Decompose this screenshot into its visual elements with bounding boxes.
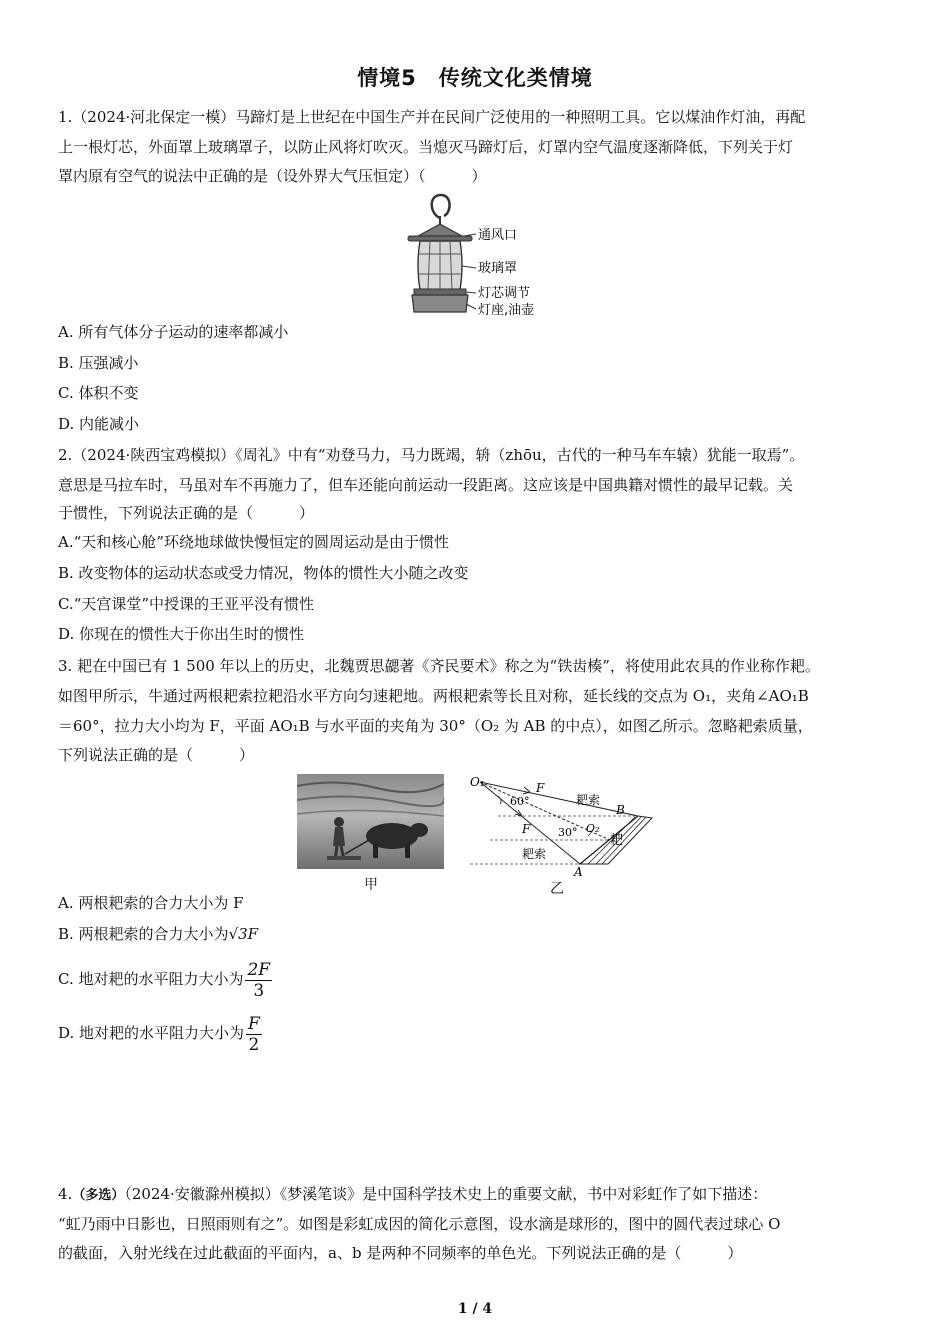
q3-option-b-value: √3F (228, 925, 259, 943)
q3-option-b (58, 924, 258, 944)
q1-line-3 (58, 166, 487, 186)
q3-option-c-denominator: 3 (253, 980, 265, 1001)
q2-option-b: B. 改变物体的运动状态或受力情况，物体的惯性大小随之改变 (58, 564, 469, 582)
figure-jia-caption: 甲 (364, 877, 378, 893)
label-harrow: 耙 (610, 833, 624, 848)
label-angle-30: 30° (558, 826, 578, 839)
q1-option-a: A. 所有气体分子运动的速率都减小 (58, 323, 289, 341)
q4-multi-choice-tag: （多选） (72, 1188, 125, 1203)
q2-line-2: 意思是马拉车时，马虽对车不再施力了，但车还能向前运动一段距离。这应该是中国典籍对惯性的最早记载。关 (58, 476, 794, 494)
label-rope-bottom: 耙索 (522, 847, 547, 861)
page-number: 1 / 4 (457, 1301, 493, 1317)
label-b: B (616, 803, 625, 817)
q3-line-3: ＝60°，拉力大小均为 F，平面 AO₁B 与水平面的夹角为 30°（O₂ 为 AB 的中点），如图乙所示。忽略耙索质量， (58, 717, 813, 735)
lantern-base (412, 295, 468, 312)
q2-option-c: C.“天宫课堂”中授课的王亚平没有惯性 (58, 595, 315, 613)
q2-option-a: A.“天和核心舱”环绕地球做快慢恒定的圆周运动是由于惯性 (58, 533, 449, 551)
q3-option-d (58, 1012, 262, 1055)
q3-option-a: A. 两根耙索的合力大小为 F (58, 894, 244, 912)
q1-option-c: C. 体积不变 (58, 384, 139, 402)
q4-line-1 (58, 1184, 767, 1206)
q3-option-b-text: B. 两根耙索的合力大小为 (58, 925, 229, 943)
q3-option-c-numerator: 2F (247, 959, 271, 980)
q3-option-c-text: C. 地对耙的水平阻力大小为 (58, 970, 244, 988)
q3-line-1: 3. 耙在中国已有 1 500 年以上的历史，北魏贾思勰著《齐民要术》称之为“铁齿楱”，将使用此农具的作业称作耙。 (58, 657, 820, 675)
q3-option-c-fraction (245, 960, 272, 1001)
q3-option-d-numerator: F (248, 1013, 260, 1034)
q3-line-4 (58, 745, 254, 765)
lantern-vent-ring (408, 236, 472, 241)
q1-line-2: 上一根灯芯，外面罩上玻璃罩子，以防止风将灯吹灭。当熄灭马蹄灯后，灯罩内空气温度逐渐降低，下列关于灯 (58, 138, 794, 156)
q4-number: 4. (58, 1185, 73, 1203)
q3-option-d-fraction (246, 1014, 262, 1055)
q2-line-1: 2.（2024·陕西宝鸡模拟）《周礼》中有“劝登马力，马力既竭，辀（zhōu，古代的一种马车车辕）犹能一取焉”。 (58, 446, 805, 464)
q1-option-d: D. 内能减小 (58, 415, 140, 433)
q1-line-3-text: 罩内原有空气的说法中正确的是（设外界大气压恒定）（ (58, 167, 426, 185)
q2-line-3 (58, 503, 314, 523)
q4-line-3-close: ） (727, 1244, 743, 1262)
q4-line-3 (58, 1243, 742, 1263)
label-rope-top: 耙索 (576, 793, 601, 807)
q3-line-2: 如图甲所示，牛通过两根耙索拉耙沿水平方向匀速耙地。两根耙索等长且对称，延长线的交点为 O₁，夹角∠AO₁B (58, 687, 809, 705)
lantern-label-vent: 通风口 (478, 228, 518, 243)
q3-line-4-text: 下列说法正确的是（ (58, 746, 194, 764)
page-title: 情境5 传统文化类情境 (357, 66, 593, 90)
q3-option-d-denominator: 2 (248, 1034, 260, 1055)
lantern-cap (418, 224, 462, 236)
lantern-hook (432, 195, 450, 218)
q1-line-1: 1.（2024·河北保定一模）马蹄灯是上世纪在中国生产并在民间广泛使用的一种照明工具。它以煤油作灯油，再配 (58, 108, 806, 126)
q3-option-c (58, 958, 272, 1001)
rope-top-line (480, 782, 638, 816)
lantern-wick-ring (414, 289, 466, 295)
q2-line-3-close: ） (299, 504, 315, 522)
label-f-mid: F (522, 822, 531, 836)
label-o1: O₁ (470, 775, 485, 789)
label-a: A (574, 865, 583, 879)
q1-option-b: B. 压强减小 (58, 354, 139, 372)
q4-line-2: “虹乃雨中日影也，日照雨则有之”。如图是彩虹成因的简化示意图，设水滴是球形的，图中的圆代表过球心 O (58, 1215, 781, 1233)
label-angle-60: 60° (510, 795, 530, 808)
q1-line-3-close: ） (471, 167, 487, 185)
lantern-figure (400, 192, 560, 318)
figure-yi-caption: 乙 (550, 881, 564, 897)
q4-line-3-text: 的截面，入射光线在过此截面的平面内，a、b 是两种不同频率的单色光。下列说法正确的是（ (58, 1244, 682, 1262)
label-o2: O₂ (586, 822, 600, 835)
q2-line-3-text: 于惯性，下列说法正确的是（ (58, 504, 254, 522)
q3-option-d-text: D. 地对耙的水平阻力大小为 (58, 1024, 245, 1042)
q3-line-4-close: ） (239, 746, 255, 764)
figure-yi-diagram (470, 772, 655, 892)
label-f-top: F (536, 781, 545, 795)
q4-line-1-text: （2024·安徽滁州模拟）《梦溪笔谈》是中国科学技术史上的重要文献，书中对彩虹作了如下描述： (124, 1185, 768, 1203)
farmer-silhouette (334, 817, 344, 827)
lantern-label-base: 灯座,油壶 (478, 303, 535, 318)
figure-jia-photo (297, 774, 444, 869)
q2-option-d: D. 你现在的惯性大于你出生时的惯性 (58, 625, 305, 643)
lantern-label-glass: 玻璃罩 (478, 261, 518, 276)
lantern-label-wick: 灯芯调节 (478, 286, 531, 301)
